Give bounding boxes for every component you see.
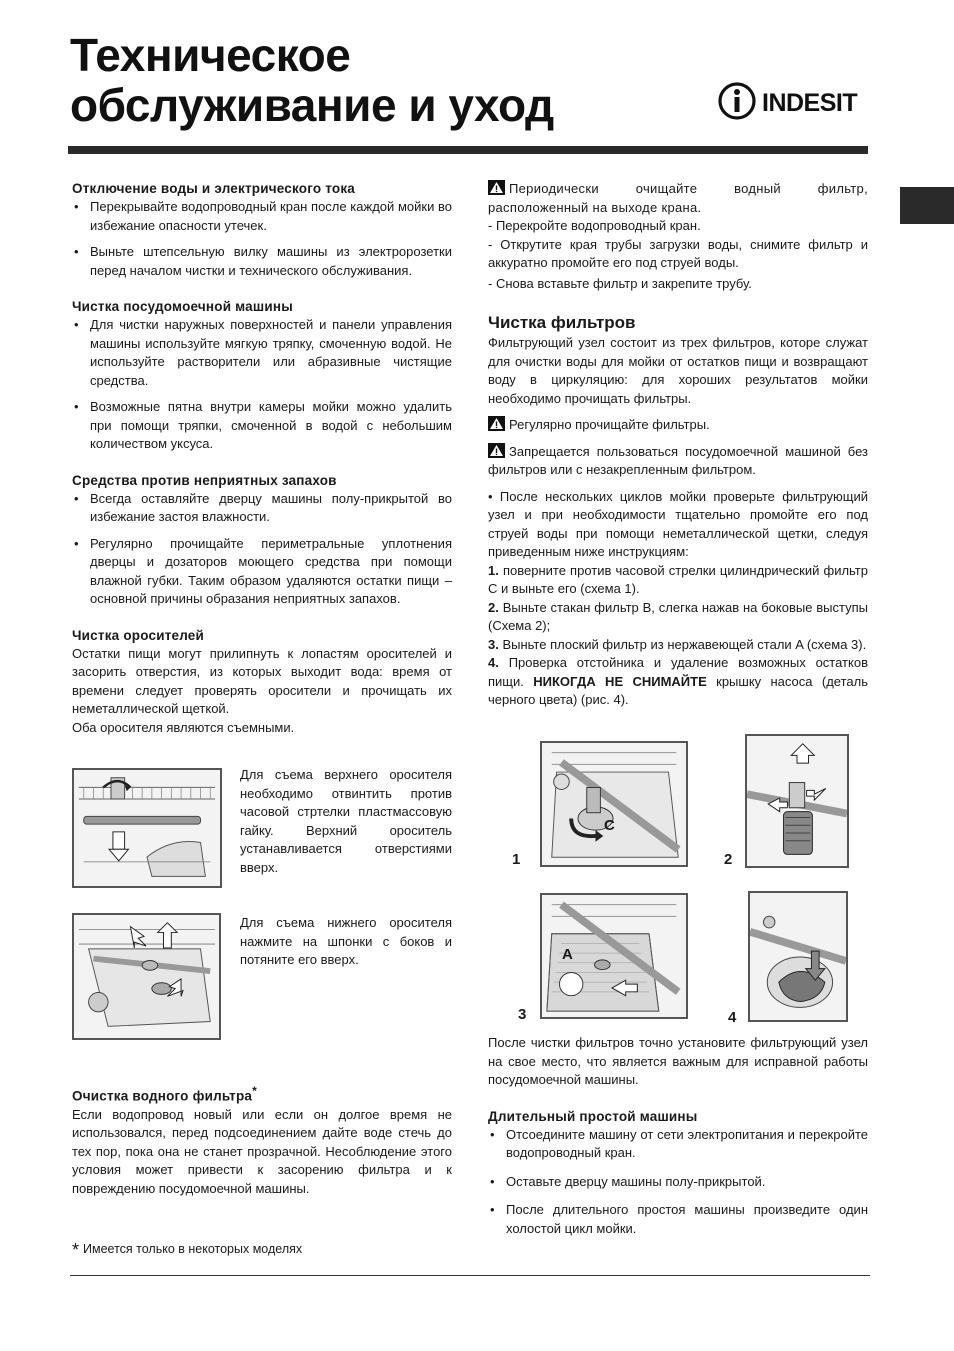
water-filter-title: Очистка водного фильтра [72, 1088, 253, 1104]
filter-letter-c: C [604, 817, 615, 834]
step-3 [488, 636, 868, 655]
warning-regular-cleaning [488, 416, 868, 435]
section-title-water-filter [72, 1082, 452, 1106]
warning-regular-text: Регулярно прочищайте фильтры. [509, 417, 710, 432]
step-text: поверните против часовой стрелки цилиндрический фильтр C и выньте его (схема 1). [488, 562, 868, 596]
section-tab [900, 187, 954, 224]
warning-no-filter [488, 443, 868, 480]
upper-sprayer-text: Для съема верхнего оросителя необходимо отвинтить против часовой стртелки пластмассовую гайку. Верхний ороситель устанавливается отверстиями вверх. [240, 767, 452, 875]
figure-number-2: 2 [724, 851, 733, 868]
list-long-idle [488, 1126, 868, 1239]
after-cleaning-paragraph: После чистки фильтров точно установите фильтрующий узел на свое место, что является важным для исправной работы посудомоечной машины. [488, 1035, 868, 1087]
list-item: • Перекрывайте водопроводный кран после каждой мойки во избежание опасности утечек. [72, 198, 452, 235]
step-2 [488, 599, 868, 636]
header-rule [68, 146, 868, 154]
svg-text:INDESIT: INDESIT [762, 89, 858, 117]
right-bottom-column [488, 1034, 868, 1238]
warning-icon [488, 416, 505, 431]
filters-check-paragraph: • После нескольких циклов мойки проверьте фильтрующий узел и при необходимости тщательно промойте его под струей воды при помощи неметаллической щетки, следуя приведенным ниже инструкциям: [488, 488, 868, 559]
section-title-sprayers: Чистка оросителей [72, 627, 205, 643]
list-item: • Для чистки наружных поверхностей и панели управления машины используйте мягкую тряпку, смоченную водой. Не используйте растворители или абразивные чистящие средства. [72, 316, 452, 390]
step-text: Проверка отстойника и удаление возможных остатков пищи. [488, 655, 868, 689]
section-title-odors: Средства против неприятных запахов [72, 472, 337, 488]
section-title-filters: Чистка фильтров [488, 313, 636, 332]
list-item: • Всегда оставляйте дверцу машины полу-прикрытой во избежание застоя влажности. [72, 490, 452, 527]
step-line: - Открутите края трубы загрузки воды, снимите фильтр и аккуратно промойте его под струей воды. [488, 236, 868, 270]
filter-diagram-2 [745, 734, 849, 868]
title-line-2: обслуживание и уход [70, 79, 554, 131]
sprayers-removable: Оба оросителя являются съемными. [72, 719, 295, 735]
water-filter-paragraph: Если водопровод новый или если он долгое время не использовался, перед подсоединением дайте воде стечь до тех пор, пока она не станет прозрачной. Несоблюдение этого условия может привести к засорению фильтра и к повреждению посудомоечной машины. [72, 1106, 452, 1196]
list-item: • После длительного простоя машины произведите один холостой цикл мойки. [488, 1201, 868, 1238]
list-item: • Регулярно прочищайте периметральные уплотнения дверцы и дозаторов моющего средства при помощи влажной губки. Таким образом удаляются остатки пищи – основной причины образания неприятных запахов. [72, 535, 452, 609]
step-4 [488, 654, 868, 710]
figure-number-3: 3 [518, 1006, 527, 1023]
footnote [72, 1240, 302, 1261]
step-number: 3. [488, 636, 499, 652]
filter-diagram-4 [748, 891, 848, 1022]
filter-letter-a: A [562, 946, 573, 963]
right-column [488, 180, 868, 710]
figure-number-1: 1 [512, 851, 521, 868]
list-cleaning [72, 316, 452, 454]
list-item: • Возможные пятна внутри камеры мойки можно удалить при помощи тряпки, смоченной в водой с небольшим количеством уксуса. [72, 398, 452, 454]
filters-paragraph: Фильтрующий узел состоит из трех фильтров, которе служат для очистки воды для мойки от остатков пищи и возвращают воду в циркуляцию: для хороших результатов мойки необходимо прочищать фильтры. [488, 335, 868, 406]
warning-water-filter-text: Периодически очищайте водный фильтр, расположенный на выходе крана. [488, 181, 868, 215]
section-title-cleaning: Чистка посудомоечной машины [72, 299, 293, 314]
step-text: Выньте стакан фильтр B, слегка нажав на боковые выступы (Схема 2); [488, 599, 868, 633]
list-odors [72, 490, 452, 609]
warning-icon [488, 443, 505, 458]
list-item: • Оставьте дверцу машины полу-прикрытой. [488, 1173, 868, 1192]
filter-diagram-1 [540, 741, 688, 867]
water-filter-star: * [252, 1084, 258, 1098]
list-item: • Выньте штепсельную вилку машины из электророзетки перед началом чистки и технического обслуживания. [72, 243, 452, 280]
lower-sprayer-text: Для съема нижнего оросителя нажмите на шпонки с боков и потяните его вверх. [240, 915, 452, 967]
footnote-text: Имеется только в некоторых моделях [83, 1242, 303, 1256]
step-number: 4. [488, 655, 499, 670]
step-line: - Снова вставьте фильтр и закрепите трубу. [488, 275, 752, 291]
step-number: 1. [488, 562, 499, 578]
step-1 [488, 562, 868, 599]
warning-water-filter [488, 180, 868, 217]
title-line-1: Техническое [70, 29, 351, 81]
step-warning-bold: НИКОГДА НЕ СНИМАЙТЕ [533, 673, 707, 689]
list-item: • Отсоедините машину от сети электропитания и перекройте водопроводный кран. [488, 1126, 868, 1163]
indesit-logo-mark [718, 80, 870, 122]
figure-number-4: 4 [728, 1009, 737, 1026]
step-number: 2. [488, 599, 499, 615]
step-text: Выньте плоский фильтр из нержавеющей стали A (схема 3). [502, 636, 867, 652]
indesit-logo [718, 80, 870, 122]
lower-sprayer-illustration [72, 913, 221, 1040]
list-water-power [72, 198, 452, 280]
footnote-star: * [72, 1240, 80, 1260]
page-title [70, 30, 554, 130]
warning-icon [488, 180, 505, 195]
section-title-long-idle: Длительный простой машины [488, 1108, 698, 1124]
water-filter-section [72, 1082, 452, 1198]
section-title-water-power: Отключение воды и электрического тока [72, 181, 355, 196]
left-column [72, 180, 452, 737]
step-text: крышку насоса (деталь черного цвета) (рис. 4). [488, 673, 868, 707]
step-line: - Перекройте водопроводный кран. [488, 218, 701, 233]
warning-no-filter-text: Запрещается пользоваться посудомоечной машиной без фильтров или с незакрепленным фильтром. [488, 443, 868, 477]
sprayers-paragraph: Остатки пищи могут прилипнуть к лопастям оросителей и засорить отверстия, из которых выходит вода: время от времени следует проверять оросители и прочищать их неметаллической щеткой. [72, 645, 452, 716]
footer-rule [70, 1275, 870, 1276]
upper-sprayer-illustration [72, 768, 222, 888]
